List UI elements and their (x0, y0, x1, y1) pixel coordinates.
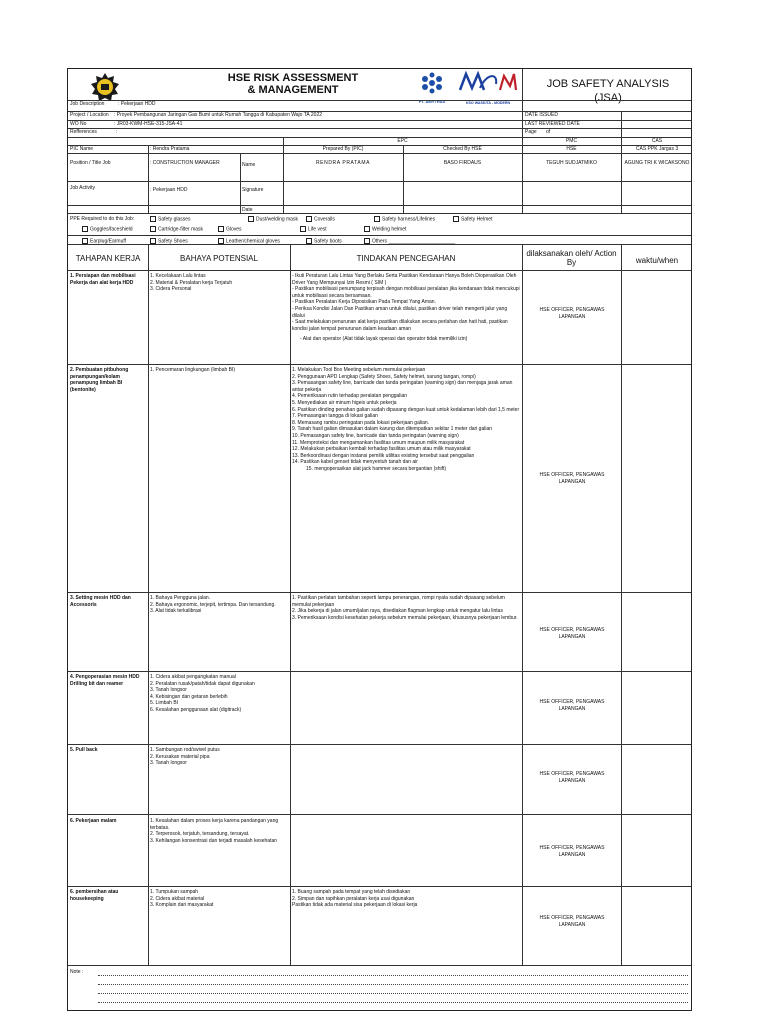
hazard-item: 3. Kehilangan konsentrasi dan terjadi masalah kesehatan (150, 837, 278, 844)
title-line-1: HSE RISK ASSESSMENT (227, 72, 359, 84)
hazard-item: 3. Alat tidak terkalibrasi (150, 608, 202, 615)
ppe-checkbox-coveralls[interactable] (306, 216, 335, 222)
date-label: Date (242, 207, 253, 213)
ppe-label-text: Coveralls (314, 216, 335, 223)
row-5-hazards (150, 747, 288, 767)
column-header-when: waktu/when (635, 256, 679, 265)
company-logo (90, 72, 120, 102)
hazard-item: 3. Tanah longsor (150, 687, 187, 694)
references-value: : (116, 129, 118, 135)
header-title (208, 72, 378, 96)
hazard-item: 2. Kerusakan material pipa (150, 753, 210, 760)
note-label: Note : (70, 969, 84, 975)
prepared-by-label: Prepared By (PIC) (322, 146, 364, 152)
row-3-hazards (150, 595, 288, 615)
row-1-step: 1. Persiapan dan mobilisasi Pekerja dan alat kerja HDD (70, 273, 136, 286)
hazard-item: 1. Bahaya Pengguna jalan. (150, 595, 211, 601)
checkbox-icon (453, 216, 459, 222)
row-7-controls (292, 889, 520, 909)
row-1-hazards (150, 273, 288, 293)
pmc-label: PMC (565, 138, 578, 144)
kso-logo-text: KSO WASKITA - MODERN (465, 101, 511, 105)
ppe-label-text: Safety harness/Lifelines (382, 216, 436, 223)
control-item: 5. Menyediakan air minum higeis untuk pekerja (292, 399, 397, 406)
ppe-label-text: Leather/chemical gloves (226, 238, 280, 245)
ppe-label-text: Safety Helmet (461, 216, 493, 223)
control-item: 10. Pemasangan safety line, barricade dan tanda peringatan (warning sign) (292, 432, 459, 439)
amythas-logo (412, 72, 452, 102)
page-label: Page (525, 129, 537, 135)
hazard-item: 2. Terperosok, terjatuh, tersandung, tersayat. (150, 831, 250, 838)
row-2-controls (292, 367, 520, 473)
row-7-action-by: HSE OFFICER, PENGAWAS LAPANGAN (539, 915, 605, 928)
control-item: - Alat dan operator (Alat tidak layak operasi dan operator tidak memiliki izin) (300, 336, 468, 343)
title-line-2: & MANAGEMENT (247, 84, 339, 96)
ppe-checkbox-harness[interactable] (374, 216, 435, 222)
control-item: 2. Jika bekerja di jalan umum/jalan raya, disediakan flagman lengkap untuk mengatur lalu lintas (292, 608, 503, 615)
checked-by-label: Checked By HSE (443, 146, 482, 152)
jsa-form (67, 68, 692, 1011)
checkbox-icon (150, 216, 156, 222)
checkbox-icon (248, 216, 254, 222)
checkbox-icon (300, 226, 306, 232)
name-label: Name (242, 162, 256, 168)
control-item: 2. Penggunaan APD Lengkap (Safety Shoes, Safety helmet, sarung tangan, rompi) (292, 373, 476, 380)
wo-label: WO No (70, 121, 87, 127)
wo-value: : JR03-KWM-HSE-315-JSA-41 (114, 121, 183, 127)
job-description-value: : Pekerjaan HDD (118, 101, 156, 107)
control-item: 13. Berkoordinasi dengan instansi pemilik utilitas existing tersebut saat penggalian (292, 452, 475, 459)
ppe-label-text: Safety boots (314, 238, 342, 245)
control-item: 12. Melakukan perbaikan kembali terhadap fasilitas umum atau milik masyarakat (292, 446, 471, 453)
job-activity-label: Job Activity (70, 185, 96, 191)
checkbox-icon (82, 226, 88, 232)
job-description-label: Job Description (70, 101, 105, 107)
control-item: 1. Buang sampah pada tempat yang telah disediakan (292, 889, 411, 895)
row-5-action-by: HSE OFFICER, PENGAWAS LAPANGAN (539, 771, 605, 784)
checkbox-icon (364, 226, 370, 232)
of-label: of (546, 129, 551, 135)
ppe-checkbox-dust-mask[interactable] (248, 216, 298, 222)
hazard-item: 2. Bahaya ergonomic, terjepit, tertimpa. Dan tersandung. (150, 601, 276, 608)
control-item: 1. Melakukan Tool Box Meeting sebelum memulai pekerjaan (292, 367, 426, 373)
row-2-step: 2. Pembuatan pitbuhong penampungan/kolam penampung limbah BI (bentonite) (70, 367, 129, 393)
checkbox-icon (306, 216, 312, 222)
hazard-item: 5. Limbah BI (150, 700, 179, 707)
amythas-logo-text: PT. AMYTHAS (418, 99, 446, 104)
control-item: 6. Pastikan dinding penahan galian sudah dipasang dengan kuat untuk kedalaman lebih dari 1,5 meter (292, 406, 520, 413)
ppe-label-text: Earplug/Earmuff (90, 238, 127, 245)
note-line (98, 975, 688, 976)
ppe-label: PPE Required to do this Job: (70, 216, 135, 222)
row-6-action-by: HSE OFFICER, PENGAWAS LAPANGAN (539, 845, 605, 858)
hazard-item: 1. Kesalahan dalam proses kerja karena pandangan yang terbatas. (150, 818, 279, 831)
hazard-item: 3. Tanah longsor (150, 760, 187, 767)
hazard-item: 4. Kebisingan dan getaran berlebih (150, 693, 228, 700)
control-item: 14. Pastikan kabel genset tidak menyentuh tanah dan air (292, 459, 418, 466)
column-header-action-by: dilaksanakan oleh/ Action By (526, 249, 617, 267)
name-prepared: RENDRA PRATAMA (315, 160, 371, 166)
hazard-item: 2. Peralatan rusak/patah/tidak dapat digunakan (150, 680, 255, 687)
ppe-checkbox-life-vest[interactable] (300, 226, 327, 232)
jsa-title-line-1: JOB SAFETY ANALYSIS (546, 78, 670, 90)
row-6-hazards (150, 818, 288, 844)
row-1-action-by: HSE OFFICER, PENGAWAS LAPANGAN (539, 307, 605, 320)
ppe-checkbox-goggles[interactable] (82, 226, 133, 232)
row-1-controls (292, 273, 520, 343)
control-item: 3. Pemasangan safety line, barricade dan tanda peringatan (warning sign) dan menjaga jarak aman antar pekerja (292, 380, 513, 393)
hazard-item: 1. Sambungan rod/swivel putus (150, 747, 220, 753)
name-checked: BASO FIRDAUS (443, 160, 482, 166)
hazard-item: 1. Tumpukan sampah (150, 889, 199, 895)
pic-name-label: PIC Name (70, 146, 94, 152)
hazard-item: 6. Kesalahan penggunaan alat (digitrack) (150, 706, 242, 713)
hazard-item: 2. Cidera akibat material (150, 895, 205, 902)
hazard-item: 1. Cidera akibat pengangkatan manual (150, 674, 236, 680)
checkbox-icon (218, 226, 224, 232)
control-item: 2. Simpan dan rapihkan peralatan kerja usai digunakan (292, 895, 415, 902)
job-activity-value: : Pekerjaan HDD (150, 187, 188, 193)
row-5-step: 5. Pull back (70, 747, 98, 753)
cas-label: CAS (651, 138, 663, 144)
control-item: 7. Pemasangan tangga di lokasi galian (292, 413, 378, 420)
control-item: - Saat melakukan penurunan alat kerja pastikan dilakukan secara perlahan dan hati hati, pastikan kondisi jalan tempat penurunan dalam keadaan aman (292, 319, 508, 332)
pic-name-value: : Rendra Pratama (150, 146, 190, 152)
row-3-action-by: HSE OFFICER, PENGAWAS LAPANGAN (539, 627, 605, 640)
name-cas: AGUNG TRI K WICAKSONO (624, 160, 690, 166)
project-label: Project / Location (70, 112, 109, 118)
control-item: 3. Pemeriksaan kondisi kesehatan pekerja sebelum memulai pekerjaan, khususnya pekerjaan lembur. (292, 614, 518, 621)
note-line (98, 984, 688, 985)
row-4-step: 4. Pengoperasian mesin HDD Drilling bit dan reamer (70, 674, 140, 687)
project-value: : Proyek Pembangunan Jaringan Gas Bumi untuk Rumah Tangga di Kabupaten Wajo TA 2022 (114, 112, 323, 118)
control-item: Pastikan tidak ada material sisa pekerjaan di lokasi kerja (292, 902, 418, 909)
hazard-item: 3. Komplain dari masyarakat (150, 902, 214, 909)
note-lines[interactable] (98, 969, 688, 1009)
epc-label: EPC (397, 138, 408, 144)
references-label: Refferences (70, 129, 97, 135)
ppe-checkbox-safety-glasses[interactable] (150, 216, 191, 222)
row-2-action-by: HSE OFFICER, PENGAWAS LAPANGAN (539, 472, 605, 485)
ppe-checkbox-helmet[interactable] (453, 216, 492, 222)
column-header-step: TAHAPAN KERJA (75, 254, 141, 263)
row-3-controls (292, 595, 520, 621)
ppe-checkbox-gloves[interactable] (218, 226, 242, 232)
cas-ppk-label: CAS PPK Jargas 3 (635, 146, 679, 152)
control-item: 9. Tanah hasil galian dimasukan dalam karung dan ditempatkan sekitar 1 meter dari galian (292, 426, 493, 433)
ppe-label-text: Life vest (308, 226, 327, 233)
hazard-item: 2. Material & Peralatan kerja Terjatuh (150, 279, 233, 286)
kso-logo (456, 70, 520, 105)
control-item: 1. Pastikan perlatan tambahan seperti lampu penerangan, rompi nyala sudah dipasang sebelum memulai pekerjaan (292, 595, 505, 608)
control-item: 8. Memasang rambu peringatan pada lokasi pekerjaan galian. (292, 419, 430, 426)
checkbox-icon (150, 226, 156, 232)
note-line (98, 993, 688, 994)
jsa-title-line-2: (JSA) (594, 92, 622, 104)
others-line: ________________________ (388, 238, 456, 245)
last-reviewed-label: LAST REVIEWED DATE (525, 121, 580, 127)
hazard-item: 1. Pencemaran lingkungan (limbah BI) (150, 367, 236, 373)
ppe-label-text: Safety glasses (158, 216, 191, 223)
name-hse: TEGUH SUDJATMIKO (546, 160, 597, 166)
control-item: - Pastikan mobilisasi penumpang terpisah dengan mobilisasi peralatan jika kendaraan tidak mencukupi untuk mobilisasi secara bersamaan. (292, 286, 520, 299)
note-line (98, 1002, 688, 1003)
control-item: 11. Memproteksi dan mengamankan fasilitas umum maupun milik masyarakat (292, 439, 465, 446)
column-header-control: TINDAKAN PENCEGAHAN (356, 254, 456, 263)
ppe-label-text: Safety Shoes (158, 238, 188, 245)
row-3-step: 3. Setting mesin HDD dan Accessoris (70, 595, 131, 608)
hazard-item: 1. Kecelakaan Lalu lintas (150, 273, 206, 279)
ppe-label-text: Welding helmet (372, 226, 407, 233)
row-4-hazards (150, 674, 288, 714)
hazard-item: 3. Cidera Personal (150, 286, 192, 293)
control-item: 4. Pemeriksaan rutin terhadap peralatan penggalian (292, 393, 408, 400)
control-item: - Pastikan Peralatan Kerja Diposisikan Pada Tempat Yang Aman. (292, 299, 436, 306)
position-value: : CONSTRUCTION MANAGER (150, 160, 220, 166)
row-4-action-by: HSE OFFICER, PENGAWAS LAPANGAN (539, 699, 605, 712)
hse-label: HSE (566, 146, 577, 152)
control-item: - Periksa Kondisi Jalan Dan Pastikan aman untuk dilalui, pastikan driver telah mengerti jalur yang dilalui (292, 305, 508, 319)
signature-label: Signature (242, 187, 264, 193)
ppe-checkbox-welding-helmet[interactable] (364, 226, 406, 232)
ppe-label-text: Dust/welding mask (256, 216, 298, 223)
row-7-hazards (150, 889, 288, 909)
ppe-label-text: Others (372, 238, 388, 245)
row-2-hazards (150, 367, 288, 374)
column-header-hazard: BAHAYA POTENSIAL (180, 254, 258, 263)
ppe-checkbox-cartridge-mask[interactable] (150, 226, 203, 232)
control-item: - Ikuti Peraturan Lalu Lintas Yang Berlaku Serta Pastikan Kendaraan Hanya Boleh Dioperasikan Oleh Driver Yang Mempunyai Izin Resmi ( SIM ) (292, 273, 517, 286)
date-issued-label: DATE ISSUED (525, 112, 558, 118)
ppe-label-text: Gloves (226, 226, 242, 233)
checkbox-icon (374, 216, 380, 222)
row-7-step: 6. pembersihan atau housekeeping (70, 889, 119, 902)
control-item: 15. mengoperasikan alat jack hammer secara bergantian (shift) (306, 465, 447, 472)
position-label: Position / Title Job (70, 160, 111, 166)
ppe-label-text: Cartridge-filter mask (158, 226, 204, 233)
row-6-step: 6. Pekerjaan malam (70, 818, 117, 824)
ppe-label-text: Goggles/faceshield (90, 226, 133, 233)
